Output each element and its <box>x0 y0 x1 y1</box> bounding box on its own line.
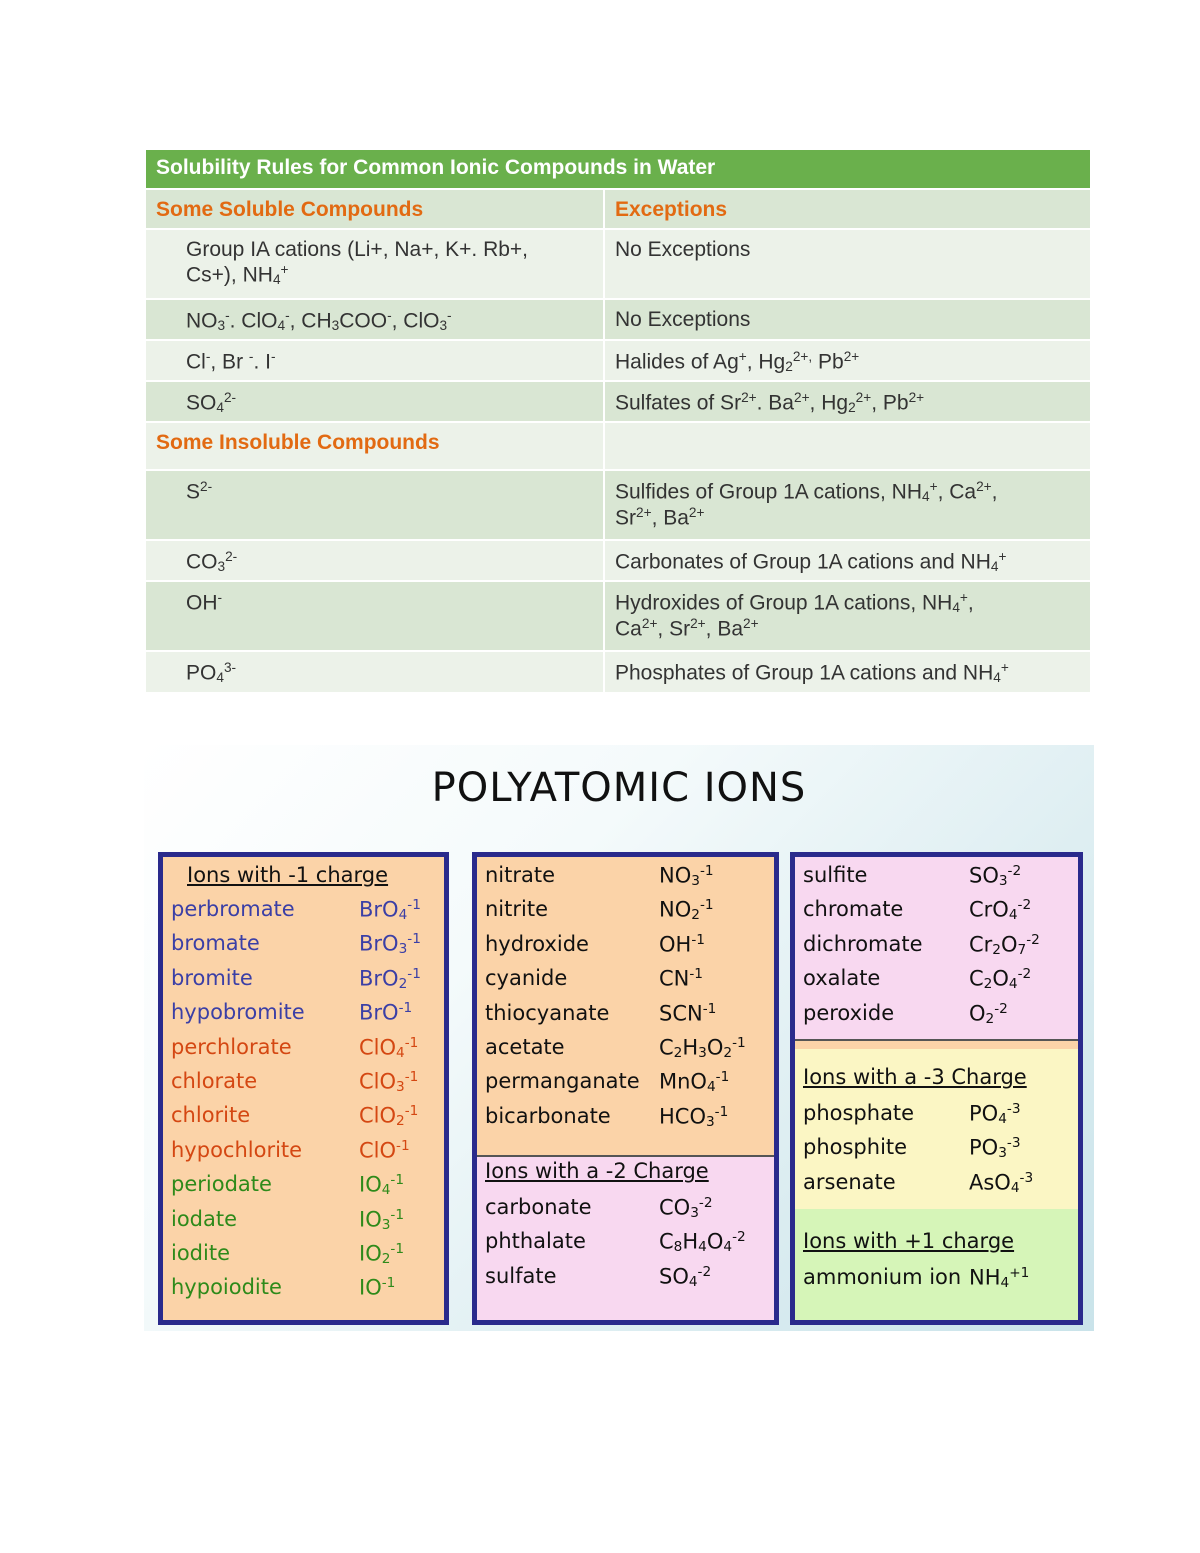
exception-cell: Carbonates of Group 1A cations and $NH_4^+$ <box>604 540 1090 581</box>
ion-formula: $IO^{-1}$ <box>359 1275 396 1300</box>
minus2-heading: Ions with a -2 Charge <box>485 1159 709 1183</box>
ion-name: cyanide <box>485 966 568 991</box>
compound-cell: $CO_3^{2-}$ <box>146 540 604 581</box>
ion-name: chromate <box>803 897 904 922</box>
ion-name: arsenate <box>803 1169 896 1194</box>
ion-row <box>171 1103 436 1137</box>
ion-name: iodate <box>171 1206 238 1231</box>
compound-cell: $S^{2-}$ <box>146 470 604 540</box>
ion-formula: MnO$_4^{-1}$ <box>659 1069 730 1096</box>
ion-name: hypobromite <box>171 1000 305 1025</box>
ion-row <box>485 1069 766 1103</box>
ion-name: sulfate <box>485 1263 557 1288</box>
exceptions-header: Exceptions <box>604 189 1090 229</box>
ion-row <box>485 1229 766 1263</box>
ion-formula: $CN^{-1}$ <box>659 966 703 991</box>
ion-name: permanganate <box>485 1069 640 1094</box>
table-title: Solubility Rules for Common Ionic Compounds in Water <box>146 149 1090 189</box>
ion-row <box>171 966 436 1000</box>
exception-cell: No Exceptions <box>604 299 1090 340</box>
ion-name: bicarbonate <box>485 1103 611 1128</box>
ion-name: iodite <box>171 1240 231 1265</box>
ion-formula: $IO_3^{-1}$ <box>359 1206 405 1233</box>
box1-list <box>171 897 436 1310</box>
exception-cell: Sulfates of $Sr^{2+}$. $Ba^{2+}$, $Hg_2^{2+}$, $Pb^{2+}$ <box>604 381 1090 422</box>
ion-name: phosphate <box>803 1101 915 1125</box>
ion-row <box>803 1101 1070 1135</box>
minus3-section <box>795 1049 1078 1209</box>
ion-name: phthalate <box>485 1229 586 1254</box>
ion-formula: $NO_3^{-1}$ <box>659 863 714 890</box>
polyatomic-title: POLYATOMIC IONS <box>431 765 807 811</box>
ion-formula: $IO_2^{-1}$ <box>359 1240 405 1268</box>
ion-row <box>171 1275 436 1309</box>
compound-cell: Cl-, Br -. I- <box>146 340 604 381</box>
ion-row <box>171 1069 436 1103</box>
ion-row <box>803 966 1070 1000</box>
ion-row <box>485 1264 766 1298</box>
ion-formula: $C_2O_4^{-2}$ <box>969 966 1032 993</box>
ion-row <box>485 1035 766 1069</box>
ion-name: nitrate <box>485 863 556 887</box>
ion-name: oxalate <box>803 966 881 991</box>
ion-row <box>803 1265 1070 1299</box>
ion-formula: BrO$_3^{-1}$ <box>359 931 421 958</box>
ion-formula: $NO_2^{-1}$ <box>659 897 714 924</box>
ion-name: chlorite <box>171 1103 251 1128</box>
ion-formula: $OH^{-1}$ <box>659 931 705 957</box>
box3-list <box>803 863 1070 1035</box>
ion-formula: $O_2^{-2}$ <box>969 1000 1008 1027</box>
box1-heading: Ions with -1 charge <box>187 863 389 887</box>
ion-formula: BrO$_4^{-1}$ <box>359 897 421 924</box>
ion-row <box>171 1000 436 1034</box>
plus1-heading: Ions with +1 charge <box>803 1229 1015 1253</box>
ion-name: acetate <box>485 1034 565 1059</box>
ion-row <box>171 897 436 931</box>
ion-row <box>803 863 1070 897</box>
ion-row <box>485 932 766 966</box>
ion-name: ammonium ion <box>803 1265 962 1289</box>
minus2-section <box>477 1157 774 1320</box>
minus3-list <box>803 1101 1070 1204</box>
ion-name: hypochlorite <box>171 1137 303 1162</box>
box-minus1-halogen <box>158 852 449 1325</box>
ion-row <box>171 1138 436 1172</box>
ion-formula: $HCO_3^{-1}$ <box>659 1103 729 1130</box>
ion-formula: BrO$^{-1}$ <box>359 1000 413 1025</box>
exception-cell: Halides of Ag+, $Hg_2^{2+,}$ $Pb^{2+}$ <box>604 340 1090 381</box>
compound-cell: OH- <box>146 581 604 651</box>
exception-cell: Phosphates of Group 1A cations and $NH_4^+$ <box>604 651 1090 692</box>
box-minus1-other <box>472 852 779 1325</box>
compound-cell: $NO_3^-$. ClO$_4$-, $CH_3COO^-$, ClO$_3$- <box>146 299 604 340</box>
soluble-header: Some Soluble Compounds <box>146 189 604 229</box>
divider <box>795 1039 1078 1041</box>
box-right <box>790 852 1083 1325</box>
ion-name: chlorate <box>171 1068 258 1093</box>
box2-list <box>485 863 766 1138</box>
plus1-list <box>803 1265 1070 1299</box>
ion-name: perbromate <box>171 897 295 921</box>
ion-formula: $IO_4^{-1}$ <box>359 1172 405 1199</box>
ion-name: hypoiodite <box>171 1275 282 1300</box>
minus2-list <box>485 1195 766 1298</box>
ion-name: sulfite <box>803 863 868 887</box>
ion-name: bromite <box>171 965 253 990</box>
ion-formula: ClO$_3^{-1}$ <box>359 1068 419 1096</box>
ion-row <box>171 1172 436 1206</box>
solubility-table <box>146 148 1090 692</box>
compound-cell: $SO_4^{2-}$ <box>146 381 604 422</box>
ion-name: carbonate <box>485 1195 592 1219</box>
ion-formula: ClO$_4^{-1}$ <box>359 1034 419 1061</box>
ion-formula: $SO_4^{-2}$ <box>659 1263 712 1290</box>
ion-row <box>485 1104 766 1138</box>
ion-row <box>803 932 1070 966</box>
minus2-more-section <box>795 857 1078 1039</box>
ion-formula: $SO_3^{-2}$ <box>969 863 1022 890</box>
ion-formula: $C_8H_4O_4^{-2}$ <box>659 1229 746 1256</box>
ion-formula: $C_2H_3O_2^{-1}$ <box>659 1034 746 1062</box>
ion-formula: AsO$_4^{-3}$ <box>969 1169 1034 1196</box>
ion-name: peroxide <box>803 1000 895 1025</box>
ion-row <box>485 1001 766 1035</box>
ion-name: thiocyanate <box>485 1000 610 1025</box>
ion-row <box>171 1241 436 1275</box>
ion-formula: $PO_3^{-3}$ <box>969 1135 1021 1162</box>
ion-formula: ClO$^{-1}$ <box>359 1137 410 1163</box>
empty-cell <box>604 422 1090 470</box>
ion-row <box>171 1035 436 1069</box>
ion-row <box>485 863 766 897</box>
ion-row <box>485 897 766 931</box>
ion-formula: $SCN^{-1}$ <box>659 1000 717 1026</box>
ion-formula: ClO$_2^{-1}$ <box>359 1103 419 1130</box>
exception-cell: Sulfides of Group 1A cations, $NH_4^+$, $Ca^{2+}$, $Sr^{2+}$, $Ba^{2+}$ <box>604 470 1090 540</box>
ion-name: dichromate <box>803 931 923 956</box>
ion-formula: $CO_3^{-2}$ <box>659 1195 713 1222</box>
ion-row <box>171 931 436 965</box>
exception-cell: Hydroxides of Group 1A cations, $NH_4^+$, $Ca^{2+}$, $Sr^{2+}$, $Ba^{2+}$ <box>604 581 1090 651</box>
ion-formula: BrO$_2^{-1}$ <box>359 965 421 992</box>
ion-row <box>485 966 766 1000</box>
ion-name: nitrite <box>485 897 548 922</box>
ion-name: hydroxide <box>485 931 589 956</box>
ion-formula: CrO$_4^{-2}$ <box>969 897 1032 924</box>
ion-row <box>803 1170 1070 1204</box>
minus3-heading: Ions with a -3 Charge <box>803 1065 1027 1089</box>
ion-name: perchlorate <box>171 1034 292 1059</box>
exception-cell: No Exceptions <box>604 229 1090 299</box>
insoluble-header: Some Insoluble Compounds <box>146 422 604 470</box>
ion-formula: $Cr_2O_7^{-2}$ <box>969 931 1040 958</box>
compound-cell: Group IA cations (Li+, Na+, K+. Rb+, Cs+), $NH_4^+$ <box>146 229 604 299</box>
ion-row <box>803 1135 1070 1169</box>
ion-row <box>171 1207 436 1241</box>
ion-formula: $NH_4^{+1}$ <box>969 1265 1030 1292</box>
ion-row <box>803 897 1070 931</box>
ion-name: periodate <box>171 1172 272 1197</box>
compound-cell: $PO_4^{3-}$ <box>146 651 604 692</box>
plus1-section <box>795 1209 1078 1320</box>
ion-formula: $PO_4^{-3}$ <box>969 1101 1021 1128</box>
ion-row <box>485 1195 766 1229</box>
ion-name: phosphite <box>803 1135 908 1160</box>
ion-name: bromate <box>171 931 260 956</box>
ion-row <box>803 1001 1070 1035</box>
